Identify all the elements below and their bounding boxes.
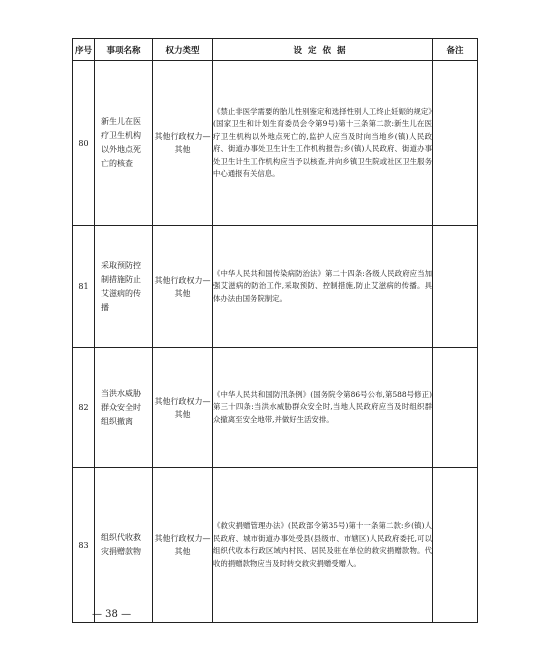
remark-cell <box>433 61 478 226</box>
row-number: 83 <box>73 468 95 623</box>
item-name-cell <box>95 348 153 468</box>
header-basis: 设定依据 <box>213 39 433 61</box>
authority-table <box>72 38 478 623</box>
item-name: 当洪水威胁群众安全时组织撤离 <box>101 388 141 426</box>
item-name-cell <box>95 61 153 226</box>
legal-basis: 《中华人民共和国防汛条例》(国务院令第86号公布,第588号修正)第三十四条:当洪水威胁群众安全时,当地人民政府应当及时组织群众撤离至安全地带,并做好生活安排。 <box>213 348 433 468</box>
header-remark: 备注 <box>433 39 478 61</box>
item-name-cell <box>95 226 153 348</box>
table-row <box>73 226 478 348</box>
row-number: 82 <box>73 348 95 468</box>
header-type: 权力类型 <box>153 39 213 61</box>
item-name: 采取预防控制措施防止艾滋病的传播 <box>101 260 141 312</box>
power-type: 其他行政权力—其他 <box>153 226 213 348</box>
header-no: 序号 <box>73 39 95 61</box>
power-type: 其他行政权力—其他 <box>153 348 213 468</box>
power-type: 其他行政权力—其他 <box>153 61 213 226</box>
item-name: 新生儿在医疗卫生机构以外地点死亡的核查 <box>101 117 141 168</box>
header-name: 事项名称 <box>95 39 153 61</box>
table-header-row <box>73 39 478 61</box>
page-number: — 38 — <box>92 609 132 620</box>
item-name-cell <box>95 468 153 623</box>
legal-basis: 《禁止非医学需要的胎儿性别鉴定和选择性别人工终止妊娠的规定》(国家卫生和计划生育委员会令第9号)第十三条第二款:新生儿在医疗卫生机构以外地点死亡的,监护人应当及时向当地乡(镇)人民政府、街道办事处卫生计生工作机构报告;乡(镇)人民政府、街道办事处卫生计生工作机构应当予以核查,并向乡镇卫生院或社区卫生服务中心通报有关信息。 <box>213 61 433 226</box>
table-row <box>73 61 478 226</box>
legal-basis: 《中华人民共和国传染病防治法》第二十四条:各级人民政府应当加强艾滋病的防治工作,采取预防、控制措施,防止艾滋病的传播。具体办法由国务院制定。 <box>213 226 433 348</box>
legal-basis: 《救灾捐赠管理办法》(民政部令第35号)第十一条第二款:乡(镇)人民政府、城市街道办事处受县(县级市、市辖区)人民政府委托,可以组织代收本行政区域内村民、居民及驻在单位的救灾捐赠款物。代收的捐赠款物应当及时转交救灾捐赠受赠人。 <box>213 468 433 623</box>
row-number: 80 <box>73 61 95 226</box>
table-row <box>73 348 478 468</box>
remark-cell <box>433 226 478 348</box>
item-name: 组织代收救灾捐赠款物 <box>101 533 141 556</box>
remark-cell <box>433 348 478 468</box>
power-type: 其他行政权力—其他 <box>153 468 213 623</box>
table-row <box>73 468 478 623</box>
remark-cell <box>433 468 478 623</box>
row-number: 81 <box>73 226 95 348</box>
